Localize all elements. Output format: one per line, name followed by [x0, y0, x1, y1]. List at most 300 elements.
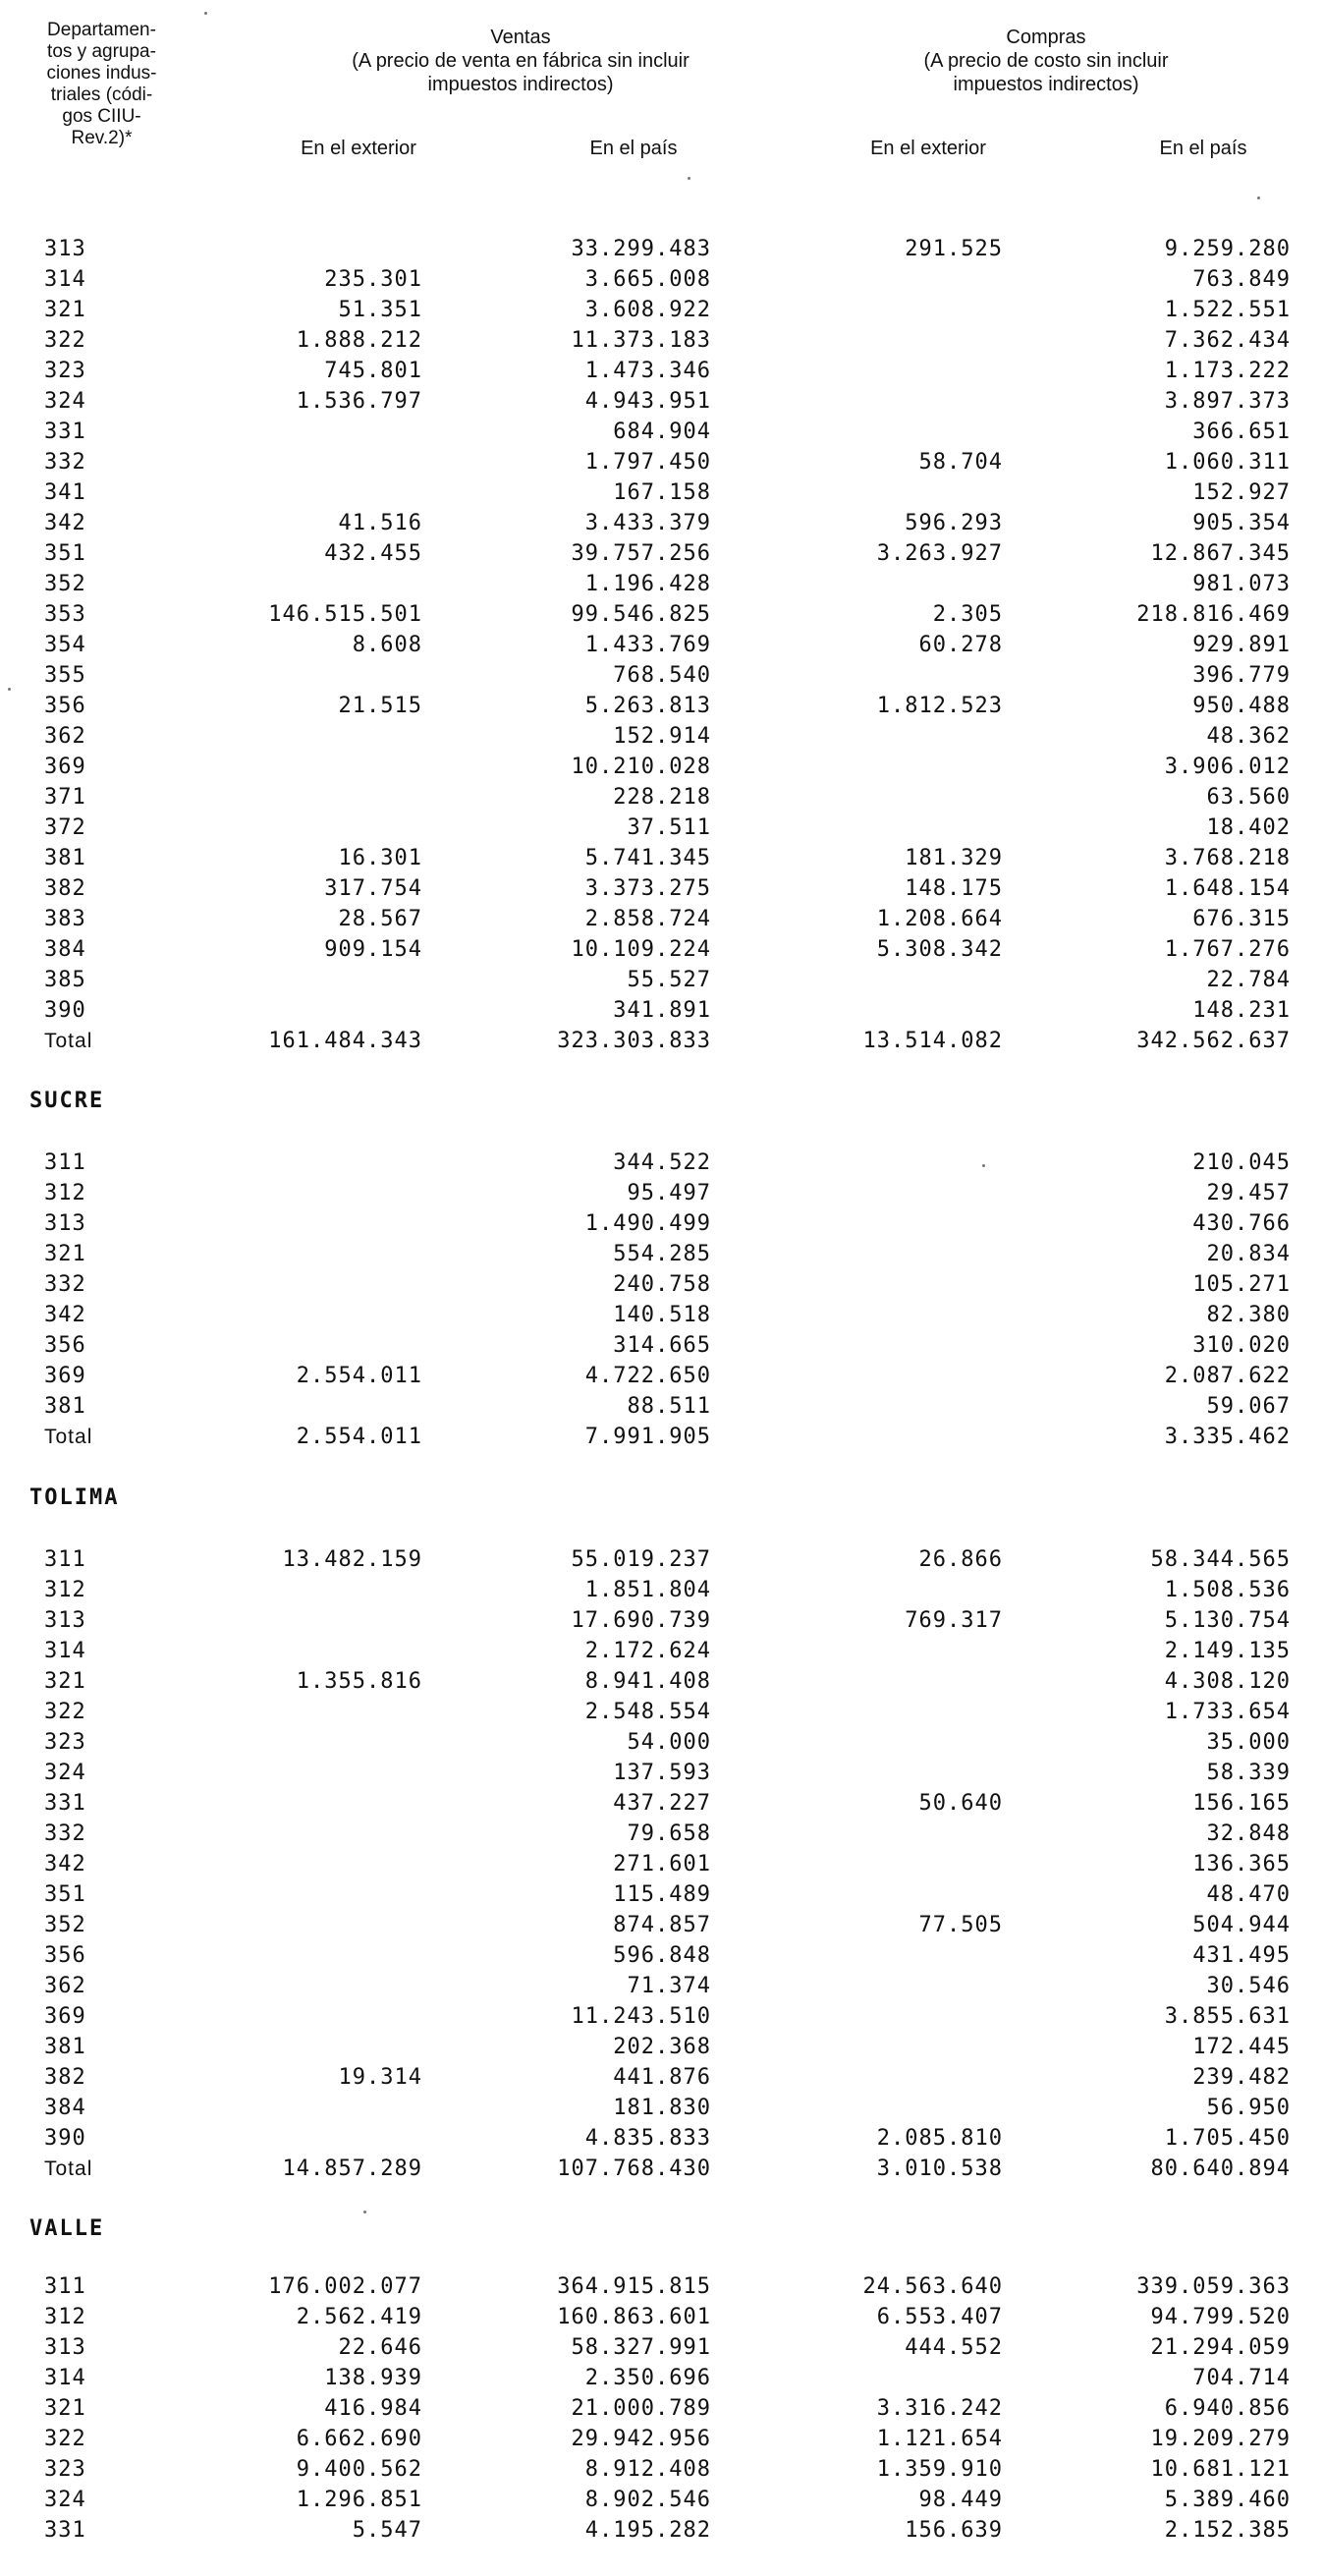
- compras-pais-cell: 35.000: [1206, 1730, 1291, 1755]
- ventas-pais-cell: 181.830: [613, 2096, 711, 2120]
- table-block-1: [0, 234, 1324, 1056]
- ventas-pais-cell: 107.768.430: [557, 2156, 711, 2181]
- ventas-pais-cell: 1.433.769: [584, 633, 711, 657]
- compras-pais-cell: 504.944: [1192, 1913, 1291, 1937]
- code-cell: 312: [44, 1578, 86, 1602]
- ventas-pais-cell: 596.848: [613, 1943, 711, 1968]
- table-row: [0, 1178, 1324, 1208]
- compras-pais-cell: 58.339: [1206, 1761, 1291, 1785]
- code-cell: 324: [44, 389, 86, 414]
- section-title-valle: VALLE: [29, 2216, 105, 2241]
- table-row: [0, 508, 1324, 538]
- compras-pais-cell: 82.380: [1206, 1303, 1291, 1327]
- ventas-pais-cell: 437.227: [613, 1791, 711, 1816]
- code-cell: 352: [44, 1913, 86, 1937]
- ventas-exterior-cell: 909.154: [324, 937, 422, 962]
- ventas-pais-cell: 1.851.804: [584, 1578, 711, 1602]
- code-cell: 369: [44, 755, 86, 779]
- compras-exterior-cell: 50.640: [918, 1791, 1003, 1816]
- compras-exterior-cell: 1.121.654: [876, 2427, 1003, 2451]
- compras-exterior-cell: 2.305: [932, 602, 1003, 627]
- table-valle: [0, 2271, 1324, 2546]
- header-departments-line: ciones indus-: [46, 63, 157, 84]
- header-compras: [884, 26, 1208, 96]
- code-cell: 356: [44, 694, 86, 718]
- compras-exterior-cell: 58.704: [918, 450, 1003, 475]
- ventas-pais-cell: 684.904: [613, 420, 711, 444]
- table-row: [0, 1361, 1324, 1391]
- compras-exterior-cell: 1.208.664: [876, 907, 1003, 931]
- compras-exterior-cell: 98.449: [918, 2488, 1003, 2512]
- ventas-pais-cell: 55.527: [627, 968, 711, 992]
- ventas-pais-cell: 17.690.739: [571, 1608, 711, 1633]
- ventas-exterior-cell: 1.296.851: [296, 2488, 422, 2512]
- ventas-exterior-cell: 317.754: [324, 876, 422, 901]
- compras-pais-cell: 6.940.856: [1164, 2396, 1291, 2421]
- ventas-exterior-cell: 235.301: [324, 267, 422, 292]
- header-compras-title: Compras: [1006, 27, 1086, 48]
- header-ventas-line: (A precio de venta en fábrica sin incluir: [352, 50, 690, 72]
- compras-pais-cell: 1.648.154: [1164, 876, 1291, 901]
- table-row: [0, 2515, 1324, 2546]
- ventas-pais-cell: 152.914: [613, 724, 711, 749]
- ventas-pais-cell: 54.000: [627, 1730, 711, 1755]
- table-row: [0, 1788, 1324, 1819]
- header-departments: [16, 20, 188, 149]
- table-row: [0, 1849, 1324, 1879]
- table-row: [0, 691, 1324, 721]
- ventas-pais-cell: 5.263.813: [584, 694, 711, 718]
- table-row: [0, 2485, 1324, 2515]
- ventas-pais-cell: 79.658: [627, 1821, 711, 1846]
- ventas-exterior-cell: 51.351: [338, 298, 422, 322]
- code-cell: 362: [44, 1974, 86, 1998]
- code-cell: 355: [44, 663, 86, 688]
- ventas-exterior-cell: 416.984: [324, 2396, 422, 2421]
- ventas-pais-cell: 29.942.956: [571, 2427, 711, 2451]
- table-row: [0, 2062, 1324, 2093]
- compras-pais-cell: 342.562.637: [1136, 1029, 1291, 1053]
- ventas-pais-cell: 21.000.789: [571, 2396, 711, 2421]
- header-departments-line: triales (códi-: [50, 84, 153, 105]
- ventas-pais-cell: 228.218: [613, 785, 711, 810]
- table-row: [0, 1758, 1324, 1788]
- ventas-exterior-cell: 146.515.501: [268, 602, 422, 627]
- code-cell: 313: [44, 2335, 86, 2360]
- ventas-pais-cell: 3.433.379: [584, 511, 711, 535]
- table-row: [0, 934, 1324, 965]
- ventas-pais-cell: 2.548.554: [584, 1700, 711, 1724]
- header-departments-line: Rev.2)*: [71, 128, 133, 148]
- header-ventas-line: impuestos indirectos): [427, 74, 614, 95]
- table-row: [0, 1910, 1324, 1940]
- ventas-exterior-cell: 2.554.011: [296, 1425, 422, 1449]
- compras-pais-cell: 763.849: [1192, 267, 1291, 292]
- compras-exterior-cell: 1.359.910: [876, 2457, 1003, 2482]
- ventas-pais-cell: 1.490.499: [584, 1211, 711, 1236]
- table-row: [0, 1666, 1324, 1697]
- ventas-exterior-cell: 22.646: [338, 2335, 422, 2360]
- compras-exterior-cell: 3.263.927: [876, 541, 1003, 566]
- code-cell: 322: [44, 2427, 86, 2451]
- compras-pais-cell: 2.087.622: [1164, 1364, 1291, 1388]
- compras-exterior-cell: 769.317: [905, 1608, 1003, 1633]
- code-cell: 342: [44, 1303, 86, 1327]
- code-cell: 322: [44, 328, 86, 353]
- table-row: [0, 477, 1324, 508]
- table-row: [0, 1575, 1324, 1605]
- ventas-pais-cell: 3.373.275: [584, 876, 711, 901]
- compras-pais-cell: 94.799.520: [1150, 2305, 1291, 2329]
- code-cell: 341: [44, 480, 86, 505]
- compras-exterior-cell: 26.866: [918, 1547, 1003, 1572]
- compras-pais-cell: 58.344.565: [1150, 1547, 1291, 1572]
- ventas-exterior-cell: 5.547: [352, 2518, 422, 2543]
- code-cell: 382: [44, 876, 86, 901]
- compras-exterior-cell: 60.278: [918, 633, 1003, 657]
- header-ventas-title: Ventas: [490, 27, 551, 48]
- table-row: [0, 2302, 1324, 2332]
- compras-pais-cell: 310.020: [1192, 1333, 1291, 1358]
- compras-exterior-cell: 3.316.242: [876, 2396, 1003, 2421]
- header-ventas: [295, 26, 746, 96]
- ventas-pais-cell: 8.941.408: [584, 1669, 711, 1694]
- code-cell: 390: [44, 998, 86, 1023]
- code-cell: 332: [44, 1821, 86, 1846]
- header-compras-line: impuestos indirectos): [953, 74, 1139, 95]
- code-cell: 381: [44, 2035, 86, 2059]
- ventas-pais-cell: 2.858.724: [584, 907, 711, 931]
- ventas-pais-cell: 4.835.833: [584, 2126, 711, 2151]
- code-cell: 362: [44, 724, 86, 749]
- ventas-pais-cell: 2.172.624: [584, 1639, 711, 1663]
- ventas-exterior-cell: 1.355.816: [296, 1669, 422, 1694]
- table-row: [0, 2093, 1324, 2123]
- table-row: [0, 599, 1324, 630]
- ventas-pais-cell: 2.350.696: [584, 2366, 711, 2390]
- total-row: [0, 1026, 1324, 1056]
- compras-pais-cell: 18.402: [1206, 815, 1291, 840]
- table-row: [0, 538, 1324, 569]
- total-row: [0, 1422, 1324, 1452]
- compras-pais-cell: 396.779: [1192, 663, 1291, 688]
- ventas-pais-cell: 341.891: [613, 998, 711, 1023]
- table-row: [0, 325, 1324, 356]
- table-row: [0, 660, 1324, 691]
- scan-speck: [688, 177, 690, 180]
- ventas-exterior-cell: 41.516: [338, 511, 422, 535]
- code-cell: 356: [44, 1333, 86, 1358]
- ventas-pais-cell: 137.593: [613, 1761, 711, 1785]
- compras-pais-cell: 239.482: [1192, 2065, 1291, 2090]
- ventas-pais-cell: 874.857: [613, 1913, 711, 1937]
- ventas-pais-cell: 3.608.922: [584, 298, 711, 322]
- table-row: [0, 295, 1324, 325]
- table-row: [0, 1239, 1324, 1269]
- compras-pais-cell: 9.259.280: [1164, 237, 1291, 261]
- code-cell: 312: [44, 2305, 86, 2329]
- code-cell: 323: [44, 2457, 86, 2482]
- code-cell: 311: [44, 1150, 86, 1175]
- table-row: [0, 1544, 1324, 1575]
- compras-pais-cell: 2.149.135: [1164, 1639, 1291, 1663]
- compras-pais-cell: 210.045: [1192, 1150, 1291, 1175]
- table-row: [0, 873, 1324, 904]
- ventas-pais-cell: 160.863.601: [557, 2305, 711, 2329]
- table-row: [0, 1208, 1324, 1239]
- ventas-pais-cell: 8.912.408: [584, 2457, 711, 2482]
- code-cell: 385: [44, 968, 86, 992]
- code-cell: 353: [44, 602, 86, 627]
- code-cell: 356: [44, 1943, 86, 1968]
- compras-pais-cell: 152.927: [1192, 480, 1291, 505]
- table-row: [0, 1269, 1324, 1300]
- ventas-exterior-cell: 176.002.077: [268, 2274, 422, 2299]
- ventas-pais-cell: 167.158: [613, 480, 711, 505]
- code-cell: 382: [44, 2065, 86, 2090]
- table-row: [0, 2032, 1324, 2062]
- compras-pais-cell: 1.508.536: [1164, 1578, 1291, 1602]
- ventas-exterior-cell: 14.857.289: [282, 2156, 422, 2181]
- code-cell: 332: [44, 450, 86, 475]
- compras-exterior-cell: 1.812.523: [876, 694, 1003, 718]
- code-cell: 369: [44, 1364, 86, 1388]
- table-row: [0, 1330, 1324, 1361]
- table-row: [0, 1879, 1324, 1910]
- code-cell: 321: [44, 298, 86, 322]
- table-row: [0, 417, 1324, 447]
- table-row: [0, 752, 1324, 782]
- compras-pais-cell: 929.891: [1192, 633, 1291, 657]
- compras-pais-cell: 48.362: [1206, 724, 1291, 749]
- table-row: [0, 447, 1324, 477]
- header-compras-line: (A precio de costo sin incluir: [923, 50, 1169, 72]
- compras-pais-cell: 20.834: [1206, 1242, 1291, 1266]
- table-row: [0, 356, 1324, 386]
- ventas-pais-cell: 7.991.905: [584, 1425, 711, 1449]
- code-cell: 372: [44, 815, 86, 840]
- table-row: [0, 630, 1324, 660]
- ventas-exterior-cell: 432.455: [324, 541, 422, 566]
- table-row: [0, 1605, 1324, 1636]
- code-cell: 371: [44, 785, 86, 810]
- compras-pais-cell: 1.705.450: [1164, 2126, 1291, 2151]
- ventas-pais-cell: 314.665: [613, 1333, 711, 1358]
- code-cell: 384: [44, 2096, 86, 2120]
- ventas-pais-cell: 88.511: [627, 1394, 711, 1419]
- table-row: [0, 264, 1324, 295]
- ventas-pais-cell: 11.373.183: [571, 328, 711, 353]
- compras-pais-cell: 981.073: [1192, 572, 1291, 596]
- compras-exterior-cell: 291.525: [905, 237, 1003, 261]
- compras-pais-cell: 3.906.012: [1164, 755, 1291, 779]
- table-row: [0, 1391, 1324, 1422]
- ventas-pais-cell: 5.741.345: [584, 846, 711, 870]
- table-row: [0, 569, 1324, 599]
- table-row: [0, 1727, 1324, 1758]
- ventas-exterior-cell: 1.536.797: [296, 389, 422, 414]
- ventas-pais-cell: 39.757.256: [571, 541, 711, 566]
- code-cell: 322: [44, 1700, 86, 1724]
- compras-pais-cell: 1.733.654: [1164, 1700, 1291, 1724]
- table-row: [0, 2271, 1324, 2302]
- compras-pais-cell: 366.651: [1192, 420, 1291, 444]
- compras-pais-cell: 1.060.311: [1164, 450, 1291, 475]
- code-cell: 311: [44, 2274, 86, 2299]
- ventas-exterior-cell: 13.482.159: [282, 1547, 422, 1572]
- compras-pais-cell: 4.308.120: [1164, 1669, 1291, 1694]
- code-cell: 351: [44, 541, 86, 566]
- ventas-pais-cell: 4.195.282: [584, 2518, 711, 2543]
- compras-pais-cell: 3.855.631: [1164, 2004, 1291, 2029]
- subheader-compras-pais: En el país: [1159, 138, 1247, 159]
- header-departments-line: tos y agrupa-: [47, 41, 156, 62]
- scan-speck: [8, 688, 11, 691]
- ventas-pais-cell: 554.285: [613, 1242, 711, 1266]
- scan-speck: [1257, 196, 1260, 199]
- compras-pais-cell: 22.784: [1206, 968, 1291, 992]
- code-cell: 381: [44, 846, 86, 870]
- compras-exterior-cell: 444.552: [905, 2335, 1003, 2360]
- code-cell: 311: [44, 1547, 86, 1572]
- compras-pais-cell: 105.271: [1192, 1272, 1291, 1297]
- ventas-pais-cell: 10.210.028: [571, 755, 711, 779]
- total-label: Total: [44, 1426, 93, 1448]
- table-row: [0, 812, 1324, 843]
- table-row: [0, 1940, 1324, 1971]
- code-cell: 342: [44, 1852, 86, 1876]
- code-cell: 313: [44, 1608, 86, 1633]
- compras-pais-cell: 339.059.363: [1136, 2274, 1291, 2299]
- code-cell: 314: [44, 2366, 86, 2390]
- code-cell: 321: [44, 2396, 86, 2421]
- ventas-pais-cell: 11.243.510: [571, 2004, 711, 2029]
- compras-pais-cell: 30.546: [1206, 1974, 1291, 1998]
- compras-pais-cell: 905.354: [1192, 511, 1291, 535]
- ventas-pais-cell: 364.915.815: [557, 2274, 711, 2299]
- section-title-sucre: SUCRE: [29, 1089, 105, 1113]
- ventas-pais-cell: 71.374: [627, 1974, 711, 1998]
- compras-exterior-cell: 596.293: [905, 511, 1003, 535]
- code-cell: 312: [44, 1181, 86, 1205]
- ventas-exterior-cell: 6.662.690: [296, 2427, 422, 2451]
- compras-exterior-cell: 5.308.342: [876, 937, 1003, 962]
- ventas-pais-cell: 4.722.650: [584, 1364, 711, 1388]
- code-cell: 323: [44, 1730, 86, 1755]
- code-cell: 324: [44, 2488, 86, 2512]
- ventas-exterior-cell: 2.554.011: [296, 1364, 422, 1388]
- compras-pais-cell: 3.768.218: [1164, 846, 1291, 870]
- ventas-pais-cell: 323.303.833: [557, 1029, 711, 1053]
- code-cell: 323: [44, 359, 86, 383]
- code-cell: 314: [44, 267, 86, 292]
- ventas-pais-cell: 140.518: [613, 1303, 711, 1327]
- compras-pais-cell: 3.335.462: [1164, 1425, 1291, 1449]
- table-tolima: [0, 1544, 1324, 2184]
- table-row: [0, 2001, 1324, 2032]
- code-cell: 313: [44, 237, 86, 261]
- code-cell: 381: [44, 1394, 86, 1419]
- compras-exterior-cell: 3.010.538: [876, 2156, 1003, 2181]
- compras-pais-cell: 12.867.345: [1150, 541, 1291, 566]
- ventas-pais-cell: 33.299.483: [571, 237, 711, 261]
- ventas-pais-cell: 344.522: [613, 1150, 711, 1175]
- code-cell: 342: [44, 511, 86, 535]
- section-title-tolima: TOLIMA: [29, 1485, 120, 1510]
- scan-speck: [363, 2211, 366, 2213]
- code-cell: 313: [44, 1211, 86, 1236]
- compras-pais-cell: 29.457: [1206, 1181, 1291, 1205]
- table-row: [0, 234, 1324, 264]
- ventas-exterior-cell: 2.562.419: [296, 2305, 422, 2329]
- compras-pais-cell: 1.522.551: [1164, 298, 1291, 322]
- compras-pais-cell: 19.209.279: [1150, 2427, 1291, 2451]
- code-cell: 331: [44, 2518, 86, 2543]
- code-cell: 314: [44, 1639, 86, 1663]
- ventas-pais-cell: 441.876: [613, 2065, 711, 2090]
- compras-pais-cell: 63.560: [1206, 785, 1291, 810]
- compras-pais-cell: 1.767.276: [1164, 937, 1291, 962]
- ventas-exterior-cell: 1.888.212: [296, 328, 422, 353]
- table-row: [0, 1636, 1324, 1666]
- compras-pais-cell: 59.067: [1206, 1394, 1291, 1419]
- code-cell: 321: [44, 1242, 86, 1266]
- table-row: [0, 1697, 1324, 1727]
- compras-pais-cell: 5.130.754: [1164, 1608, 1291, 1633]
- ventas-pais-cell: 1.196.428: [584, 572, 711, 596]
- total-label: Total: [44, 2157, 93, 2180]
- scan-speck: [982, 1164, 985, 1167]
- code-cell: 369: [44, 2004, 86, 2029]
- ventas-exterior-cell: 138.939: [324, 2366, 422, 2390]
- table-row: [0, 2454, 1324, 2485]
- compras-exterior-cell: 77.505: [918, 1913, 1003, 1937]
- code-cell: 331: [44, 420, 86, 444]
- table-row: [0, 721, 1324, 752]
- compras-exterior-cell: 6.553.407: [876, 2305, 1003, 2329]
- table-row: [0, 843, 1324, 873]
- ventas-pais-cell: 95.497: [627, 1181, 711, 1205]
- ventas-pais-cell: 768.540: [613, 663, 711, 688]
- table-row: [0, 386, 1324, 417]
- compras-pais-cell: 56.950: [1206, 2096, 1291, 2120]
- compras-exterior-cell: 181.329: [905, 846, 1003, 870]
- compras-pais-cell: 80.640.894: [1150, 2156, 1291, 2181]
- ventas-pais-cell: 55.019.237: [571, 1547, 711, 1572]
- header-departments-line: gos CIIU-: [62, 106, 141, 127]
- compras-pais-cell: 1.173.222: [1164, 359, 1291, 383]
- table-row: [0, 1971, 1324, 2001]
- ventas-pais-cell: 240.758: [613, 1272, 711, 1297]
- subheader-ventas-pais: En el país: [589, 138, 678, 159]
- ventas-exterior-cell: 745.801: [324, 359, 422, 383]
- compras-pais-cell: 48.470: [1206, 1882, 1291, 1907]
- ventas-pais-cell: 1.473.346: [584, 359, 711, 383]
- compras-pais-cell: 704.714: [1192, 2366, 1291, 2390]
- code-cell: 331: [44, 1791, 86, 1816]
- code-cell: 324: [44, 1761, 86, 1785]
- compras-exterior-cell: 13.514.082: [862, 1029, 1003, 1053]
- code-cell: 332: [44, 1272, 86, 1297]
- ventas-pais-cell: 3.665.008: [584, 267, 711, 292]
- code-cell: 384: [44, 937, 86, 962]
- ventas-pais-cell: 8.902.546: [584, 2488, 711, 2512]
- code-cell: 390: [44, 2126, 86, 2151]
- table-row: [0, 2332, 1324, 2363]
- ventas-exterior-cell: 16.301: [338, 846, 422, 870]
- table-sucre: [0, 1148, 1324, 1452]
- subheader-ventas-exterior: En el exterior: [301, 138, 416, 159]
